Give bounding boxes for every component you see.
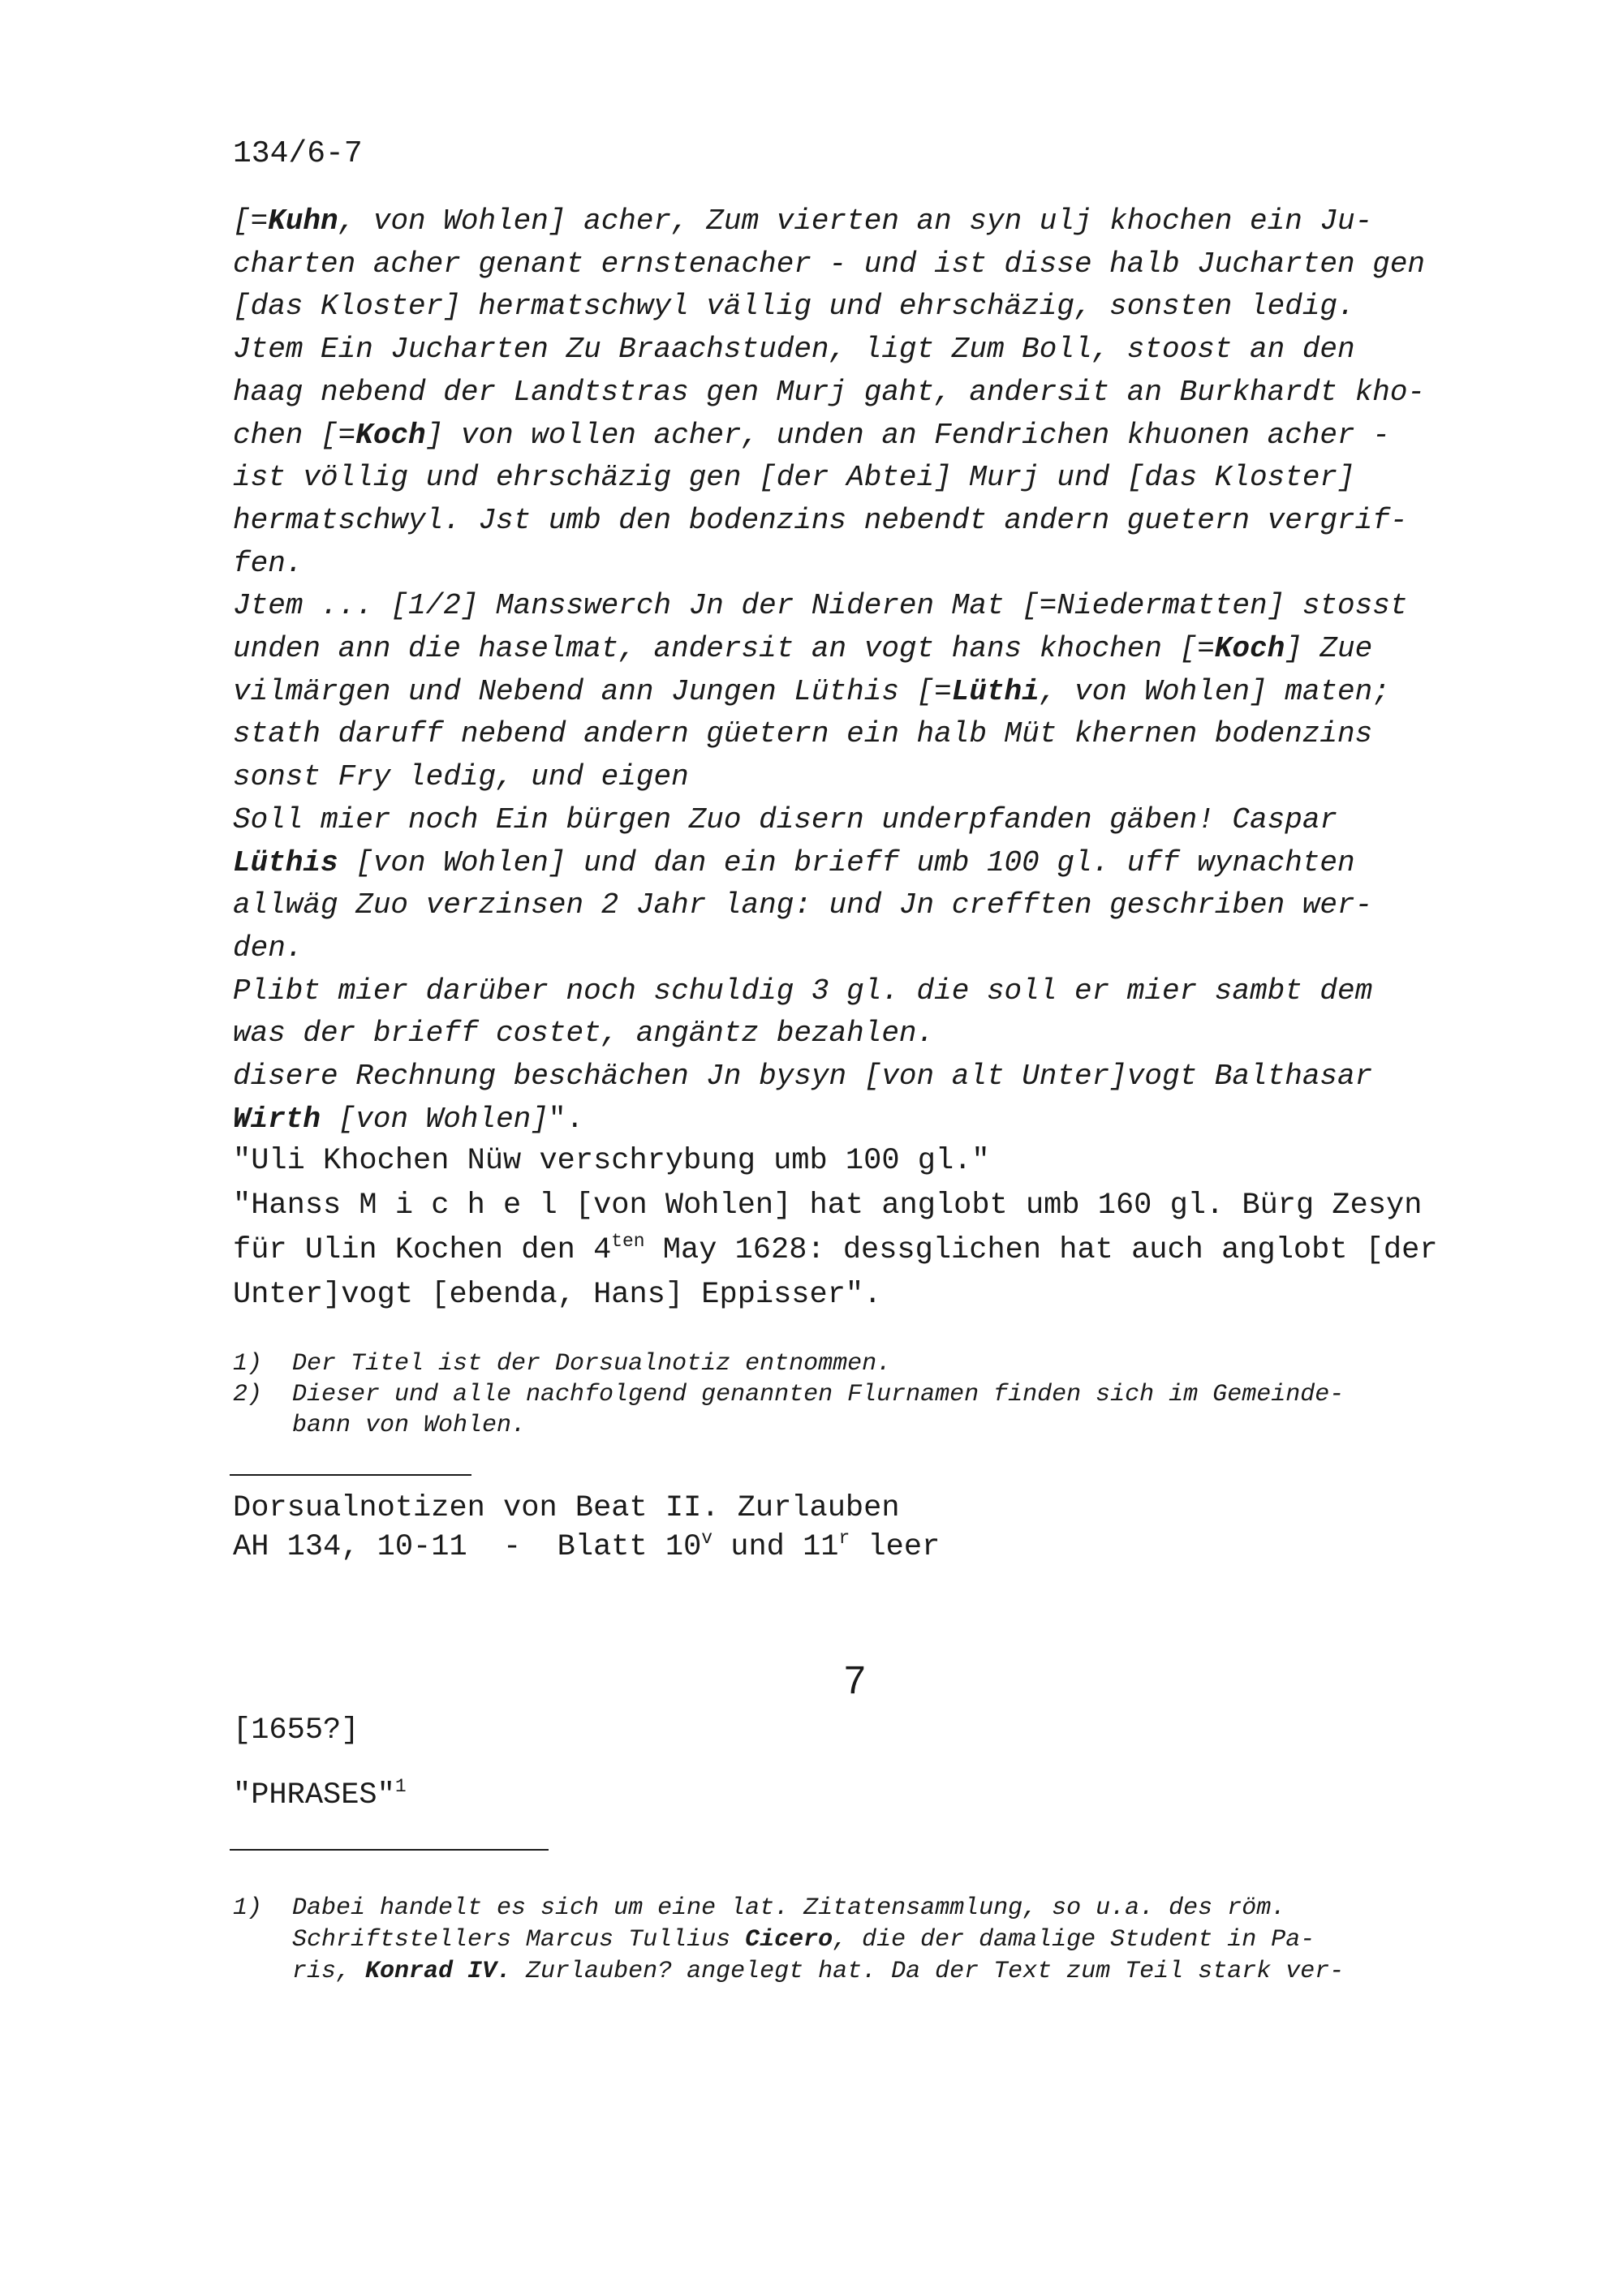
transcription-line <box>233 803 1337 836</box>
document-title <box>233 1775 407 1812</box>
line-text: [das Kloster] hermatschwyl vällig und ehrschäzig, sonsten ledig. <box>233 290 1355 323</box>
person-name: Kuhn <box>268 204 338 238</box>
line-text: unden ann die haselmat, andersit an vogt hans khochen [= <box>233 632 1215 665</box>
line-text: , von Wohlen] maten; <box>1039 675 1390 708</box>
line-text: den. <box>233 931 304 965</box>
transcription-line <box>233 290 1355 323</box>
document-number: 7 <box>844 1659 866 1702</box>
footnote-number: 1) <box>233 1894 263 1922</box>
transcription-line <box>233 589 1407 622</box>
line-text: chen [= <box>233 419 356 452</box>
line-text: sonst Fry ledig, und eigen <box>233 760 689 793</box>
line-text: [von Wohlen] <box>321 1103 549 1136</box>
line-text: ". <box>548 1103 584 1136</box>
transcription-line <box>233 846 1355 879</box>
transcription-line <box>233 504 1407 537</box>
line-text: hermatschwyl. Jst umb den bodenzins nebendt andern guetern vergrif- <box>233 504 1408 537</box>
line-text: Jtem Ein Jucharten Zu Braachstuden, ligt Zum Boll, stoost an den <box>233 333 1355 366</box>
transcription-line <box>233 333 1355 366</box>
line-text: Plibt mier darüber noch schuldig 3 gl. die soll er mier sambt dem <box>233 974 1373 1008</box>
person-name: Koch <box>355 419 426 452</box>
document-date: [1655?] <box>233 1713 359 1748</box>
person-name: Wirth <box>233 1103 321 1136</box>
line-text: disere Rechnung beschächen Jn bysyn [von alt Unter]vogt Balthasar <box>233 1060 1373 1093</box>
footnote-line <box>292 1958 1344 1985</box>
line-text: stath daruff nebend andern güetern ein halb Müt khernen bodenzins <box>233 717 1373 750</box>
title-text: "PHRASES" <box>233 1778 395 1812</box>
dorsual-text: leer <box>850 1530 941 1564</box>
dorsual-text: und 11 <box>712 1530 839 1564</box>
entry-line: "Hanss M i c h e l [von Wohlen] hat anglobt umb 160 gl. Bürg Zesyn <box>233 1189 1423 1223</box>
line-text: fen. <box>233 547 304 580</box>
person-name: Lüthis <box>233 846 338 879</box>
line-text: vilmärgen und Nebend ann Jungen Lüthis [= <box>233 675 952 708</box>
line-text: charten acher genant ernstenacher - und ist disse halb Jucharten gen <box>233 247 1426 281</box>
line-text: haag nebend der Landtstras gen Murj gaht, andersit an Burkhardt kho- <box>233 376 1426 409</box>
person-name: Koch <box>1214 632 1285 665</box>
footnote-line: Dabei handelt es sich um eine lat. Zitatensammlung, so u.a. des röm. <box>292 1894 1286 1922</box>
line-text: allwäg Zuo verzinsen 2 Jahr lang: und Jn crefften geschriben wer- <box>233 888 1373 922</box>
transcription-line <box>233 675 1390 708</box>
transcription-line <box>233 1103 583 1136</box>
entry-line: "Uli Khochen Nüw verschrybung umb 100 gl." <box>233 1144 990 1178</box>
footnote-text: Schriftstellers Marcus Tullius <box>292 1926 746 1954</box>
line-text: [= <box>233 204 269 238</box>
transcription-line <box>233 931 303 965</box>
footnote-name: Cicero <box>745 1926 833 1954</box>
transcription-line <box>233 888 1372 922</box>
transcription-line <box>233 974 1372 1008</box>
footnote-line <box>292 1926 1315 1954</box>
line-text: ist völlig und ehrschäzig gen [der Abtei] Murj und [das Kloster] <box>233 461 1355 494</box>
transcription-line <box>233 461 1355 494</box>
entry-text: May 1628: dessglichen hat auch anglobt [der <box>644 1233 1438 1267</box>
entry-text: für Ulin Kochen den 4 <box>233 1233 612 1267</box>
transcription-line <box>233 717 1372 750</box>
footnote-line: bann von Wohlen. <box>292 1412 527 1439</box>
dorsual-text: AH 134, 10-11 - Blatt 10 <box>233 1530 702 1564</box>
line-text: , von Wohlen] acher, Zum vierten an syn ulj khochen ein Ju- <box>338 204 1373 238</box>
page-header-reference: 134/6-7 <box>233 136 363 171</box>
footnote-number: 1) <box>233 1350 263 1378</box>
person-name: Lüthi <box>951 675 1040 708</box>
footnote-divider <box>230 1474 471 1476</box>
transcription-line <box>233 760 689 793</box>
entry-line <box>233 1230 1438 1267</box>
footnote-text: Zurlauben? angelegt hat. Da der Text zum Teil stark ver- <box>511 1958 1345 1985</box>
line-text: ] von wollen acher, unden an Fendrichen khuonen acher - <box>425 419 1390 452</box>
line-text: [von Wohlen] und dan ein brieff umb 100 gl. uff wynachten <box>338 846 1355 879</box>
superscript: ten <box>611 1230 645 1252</box>
transcription-line <box>233 547 303 580</box>
footnote-text: , die der damalige Student in Pa- <box>833 1926 1315 1954</box>
dorsual-line: Dorsualnotizen von Beat II. Zurlauben <box>233 1491 900 1525</box>
footnote-divider <box>230 1849 549 1851</box>
transcription-line <box>233 247 1425 281</box>
transcription-line <box>233 1017 934 1050</box>
footnote-text: ris, <box>292 1958 366 1985</box>
superscript: v <box>701 1527 713 1549</box>
footnote-line: Der Titel ist der Dorsualnotiz entnommen. <box>292 1350 892 1378</box>
transcription-line <box>233 204 1372 238</box>
footnote-number: 2) <box>233 1381 263 1408</box>
transcription-line <box>233 1060 1372 1093</box>
entry-line: Unter]vogt [ebenda, Hans] Eppisser". <box>233 1278 882 1312</box>
line-text: Soll mier noch Ein bürgen Zuo disern underpfanden gäben! Caspar <box>233 803 1338 836</box>
footnote-name: Konrad IV. <box>365 1958 512 1985</box>
superscript: r <box>838 1527 850 1549</box>
transcription-line <box>233 419 1390 452</box>
line-text: ] Zue <box>1285 632 1373 665</box>
transcription-line <box>233 632 1372 665</box>
footnote-marker: 1 <box>394 1775 407 1797</box>
footnote-line: Dieser und alle nachfolgend genannten Flurnamen finden sich im Gemeinde- <box>292 1381 1345 1408</box>
dorsual-line <box>233 1527 941 1564</box>
line-text: was der brieff costet, angäntz bezahlen. <box>233 1017 935 1050</box>
transcription-line <box>233 376 1425 409</box>
line-text: Jtem ... [1/2] Mansswerch Jn der Nideren Mat [=Niedermatten] stosst <box>233 589 1408 622</box>
